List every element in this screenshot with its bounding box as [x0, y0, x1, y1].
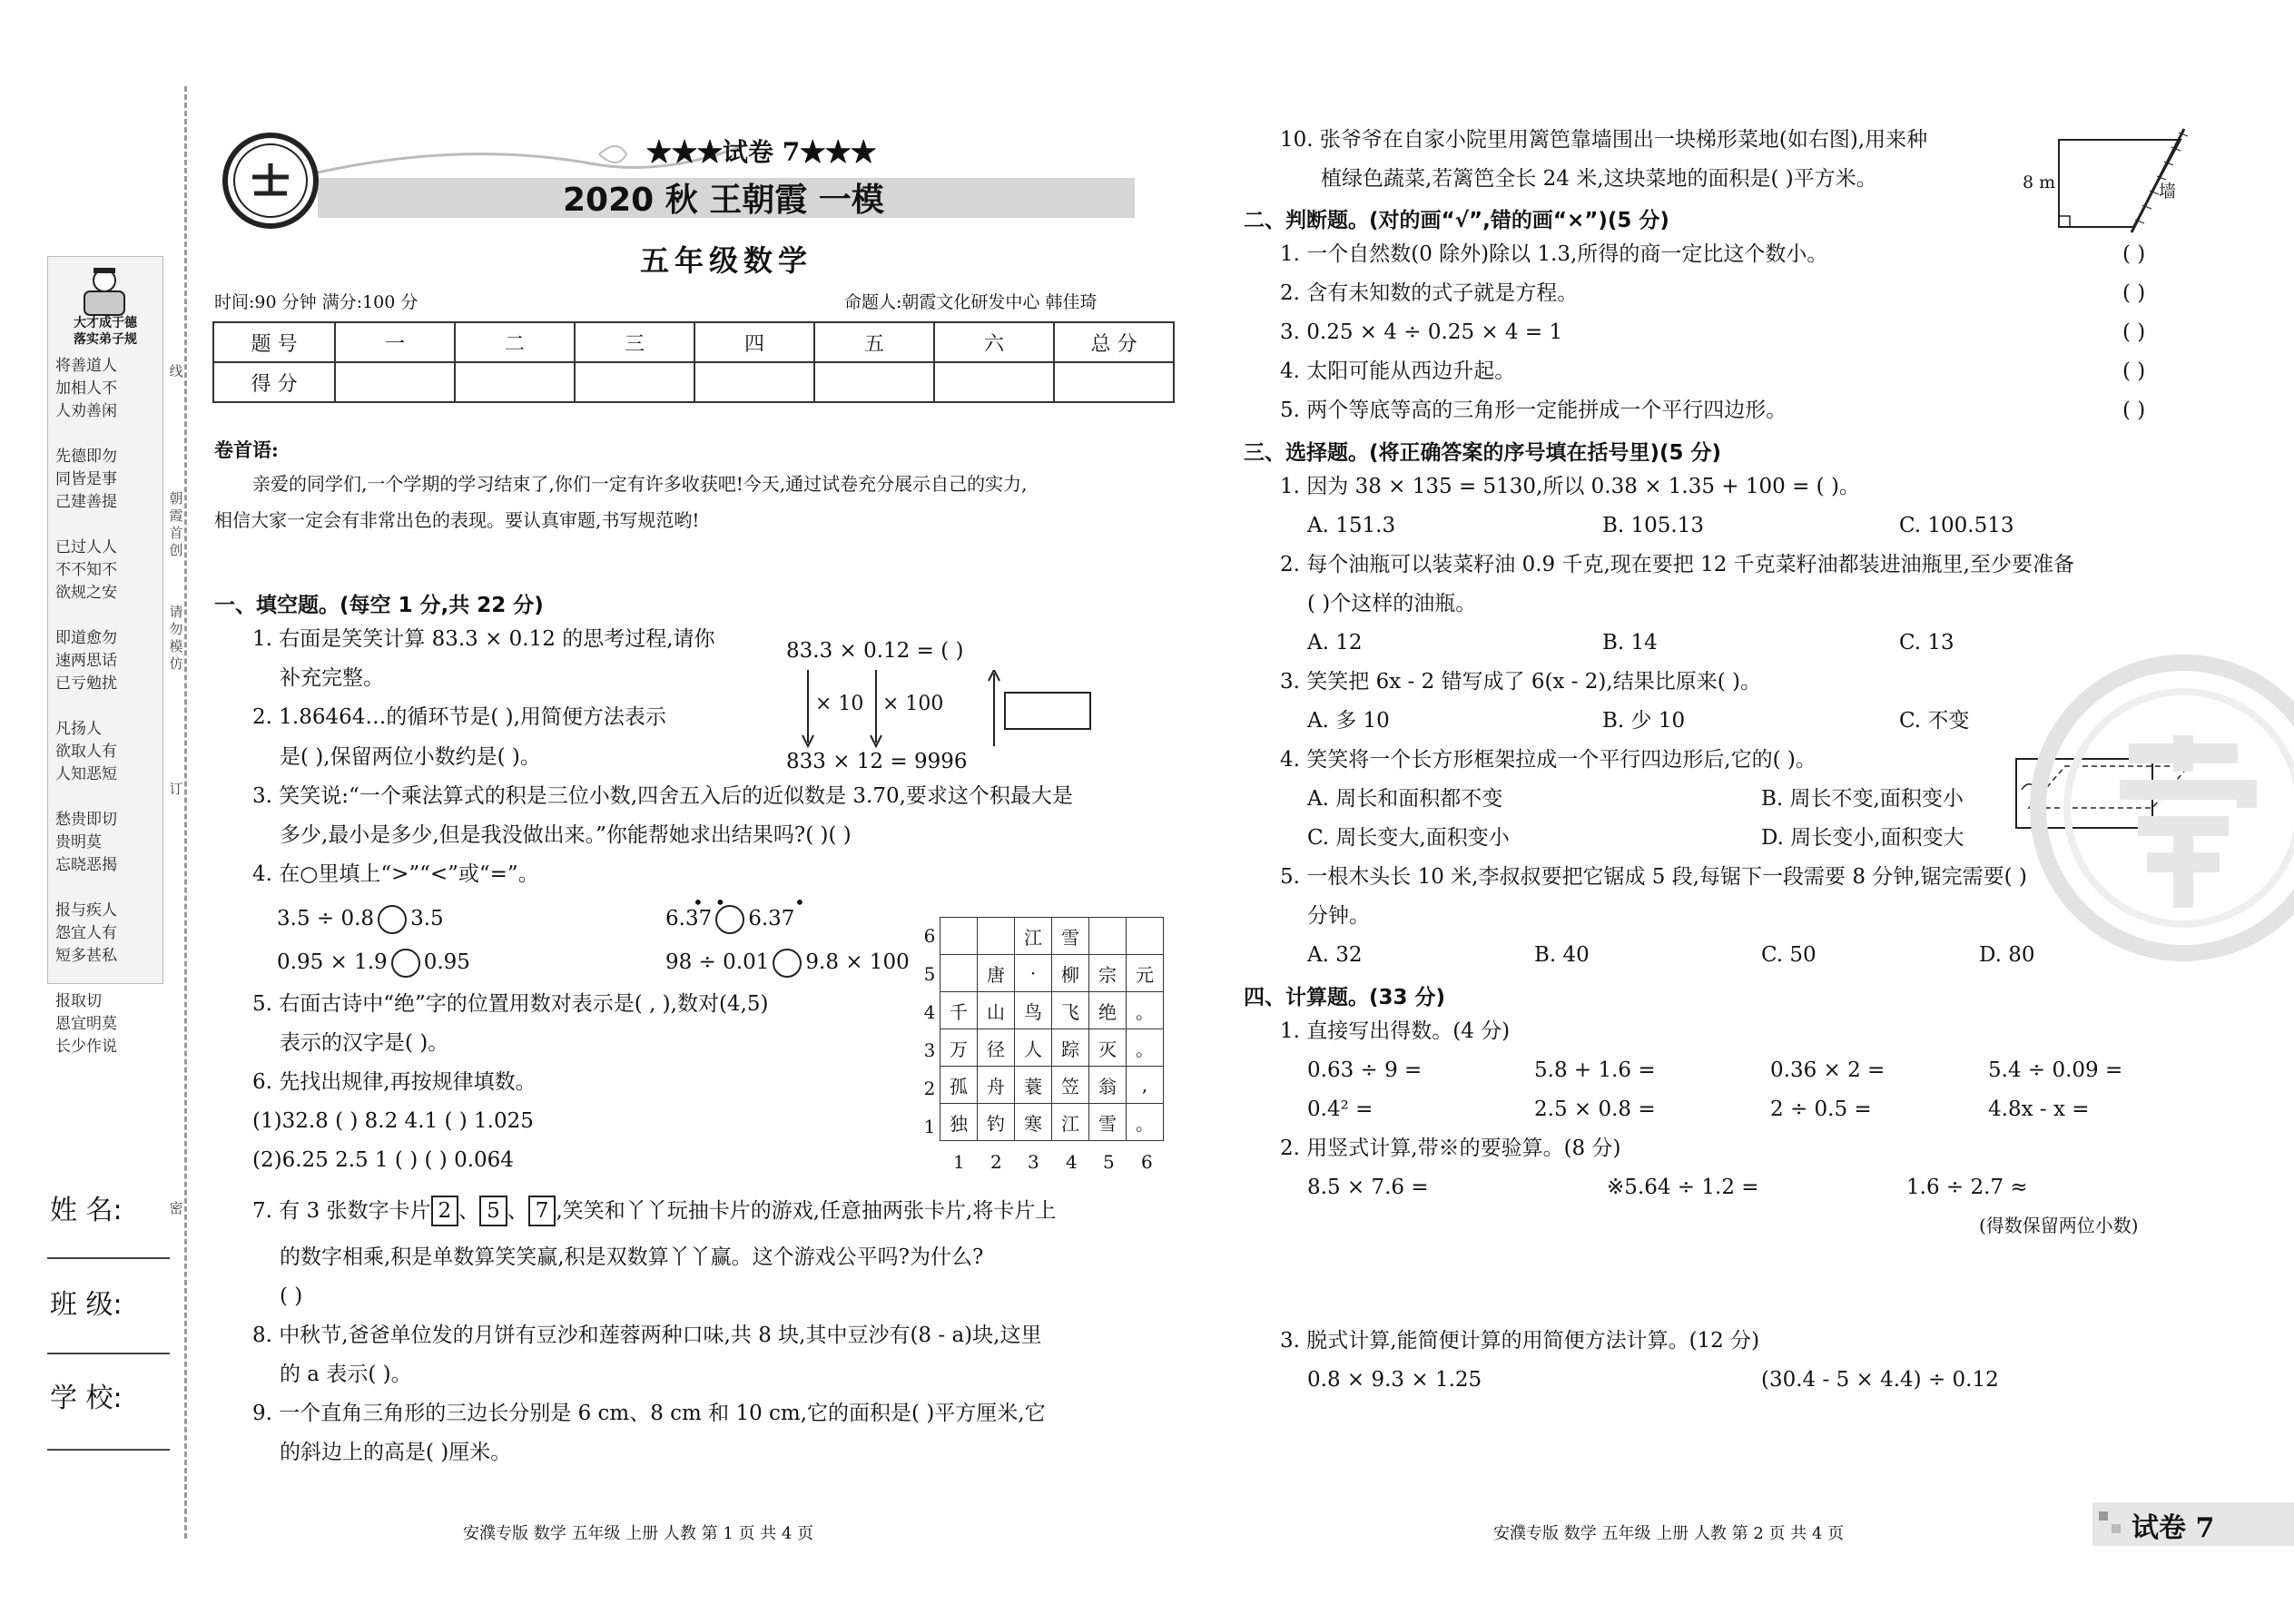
score-cell: 四	[694, 322, 814, 362]
question-8-cont: 的 a 表示( )。	[280, 1363, 412, 1386]
exam-tag: 试卷 7	[2132, 1512, 2215, 1544]
calc-item: 5.4 ÷ 0.09 =	[1988, 1058, 2123, 1082]
q7-text-pre: 7. 有 3 张数字卡片	[252, 1199, 431, 1223]
choice-2-b: B. 14	[1602, 631, 1658, 655]
choice-5-c: C. 50	[1761, 943, 1816, 967]
grid-cell: 人	[1015, 1029, 1052, 1067]
question-2-cont: 是( ),保留两位小数约是( )。	[280, 745, 541, 769]
score-input[interactable]	[335, 362, 455, 402]
choice-4-c: C. 周长变大,面积变小	[1307, 826, 1510, 850]
grid-y-label: 1	[923, 1116, 936, 1137]
choice-5-a: A. 32	[1307, 943, 1363, 967]
calc-item: 2.5 × 0.8 =	[1534, 1097, 1656, 1121]
grid-cell: 舟	[978, 1067, 1015, 1104]
grid-x-label: 3	[1028, 1151, 1039, 1173]
choice-3-b: B. 少 10	[1602, 709, 1686, 733]
judge-answer-3[interactable]: ( )	[2122, 320, 2146, 344]
score-value-row	[213, 362, 1174, 402]
publisher-logo-icon	[216, 123, 325, 231]
number-card: 5	[479, 1196, 507, 1226]
calc-3: 3. 脱式计算,能简便计算的用简便方法计算。(12 分)	[1280, 1329, 1760, 1353]
compare-circle[interactable]	[773, 949, 802, 978]
exam-meta-left: 时间:90 分钟 满分:100 分	[214, 292, 418, 312]
section-3-title: 三、选择题。(将正确答案的序号填在括号里)(5 分)	[1244, 441, 1722, 465]
grid-cell: 千	[940, 992, 978, 1029]
score-input[interactable]	[455, 362, 575, 402]
q1-equation-top: 83.3 × 0.12 = ( )	[786, 639, 964, 663]
score-cell: 得 分	[213, 362, 335, 402]
subject-title: 五年级数学	[640, 243, 813, 278]
tag-square-icon	[2112, 1524, 2121, 1533]
motto-title-2: 落实弟子规	[74, 332, 137, 347]
q4-item-b	[665, 905, 794, 934]
q4-item-c	[277, 949, 470, 978]
grid-cell: 雪	[1089, 1104, 1127, 1141]
grid-cell: 钓	[978, 1104, 1015, 1141]
grid-cell: 唐	[978, 955, 1015, 992]
question-7-cont: 的数字相乘,积是单数算笑笑赢,积是双数算丫丫赢。这个游戏公平吗?为什么?	[280, 1245, 984, 1269]
score-cell: 六	[934, 322, 1054, 362]
choice-4: 4. 笑笑将一个长方形框架拉成一个平行四边形后,它的( )。	[1280, 748, 1816, 772]
score-input[interactable]	[814, 362, 934, 402]
judge-2: 2. 含有未知数的式子就是方程。	[1280, 281, 1579, 305]
q4-b-left: 6.37	[665, 907, 713, 930]
grid-y-label: 6	[923, 925, 936, 947]
question-10: 10. 张爷爷在自家小院里用篱笆靠墙围出一块梯形菜地(如右图),用来种	[1280, 128, 1928, 152]
choice-4-a: A. 周长和面积都不变	[1307, 787, 1503, 811]
choice-5-cont: 分钟。	[1307, 904, 1370, 928]
question-3: 3. 笑笑说:“一个乘法算式的积是三位小数,四舍五入后的近似数是 3.70,要求这个积最大是	[252, 784, 1073, 808]
preface-title: 卷首语:	[214, 438, 279, 461]
grid-cell: 灭	[1089, 1029, 1127, 1067]
grid-cell	[940, 918, 978, 955]
choice-5-b: B. 40	[1534, 943, 1590, 967]
calc-item: 0.36 × 2 =	[1770, 1058, 1885, 1082]
repeating-dot: •	[794, 891, 805, 913]
choice-1-c: C. 100.513	[1899, 514, 2014, 537]
question-5-cont: 表示的汉字是( )。	[280, 1031, 449, 1055]
grid-cell: 江	[1015, 918, 1052, 955]
choice-2-a: A. 12	[1307, 631, 1363, 655]
score-cell: 一	[335, 322, 455, 362]
choice-1-b: B. 105.13	[1602, 514, 1705, 537]
question-6: 6. 先找出规律,再按规律填数。	[252, 1070, 537, 1094]
q4-d-right: 9.8 × 100	[805, 950, 910, 974]
grid-cell: 寒	[1015, 1104, 1052, 1141]
judge-4: 4. 太阳可能从西边升起。	[1280, 359, 1516, 383]
preface-line: 亲爱的同学们,一个学期的学习结束了,你们一定有许多收获吧!今天,通过试卷充分展示自己的实力,	[252, 473, 1028, 495]
grid-cell: ·	[1015, 955, 1052, 992]
grid-cell: 踪	[1052, 1029, 1089, 1067]
grid-cell: 雪	[1052, 918, 1089, 955]
question-4: 4. 在○里填上“>”“<”或“=”。	[252, 862, 539, 886]
class-label: 班 级:	[50, 1289, 123, 1321]
poem-grid	[940, 917, 1164, 1141]
grid-y-label: 4	[923, 1001, 936, 1023]
question-7-answer: ( )	[280, 1284, 303, 1308]
question-6-2: (2)6.25 2.5 1 ( ) ( ) 0.064	[252, 1148, 514, 1172]
choice-2-c: C. 13	[1899, 631, 1954, 655]
seal-mark-2: 订	[169, 781, 183, 797]
grid-cell: 。	[1127, 1104, 1164, 1141]
grid-x-label: 1	[953, 1151, 965, 1173]
q4-d-left: 98 ÷ 0.01	[665, 950, 770, 974]
choice-5: 5. 一根木头长 10 米,李叔叔要把它锯成 5 段,每锯下一段需要 8 分钟,锯完需要( )	[1280, 865, 2027, 889]
score-table	[212, 321, 1175, 403]
repeating-dots: • •	[693, 891, 726, 913]
section-1-title: 一、填空题。(每空 1 分,共 22 分)	[214, 594, 544, 617]
name-label: 姓 名:	[50, 1195, 123, 1226]
name-field[interactable]	[47, 1257, 170, 1259]
grid-cell: 。	[1127, 992, 1164, 1029]
q1-times-10: × 10	[815, 693, 864, 715]
figure-height-label: 8 m	[2023, 172, 2056, 192]
q1-times-100: × 100	[882, 693, 944, 715]
question-8: 8. 中秋节,爸爸单位发的月饼有豆沙和莲蓉两种口味,共 8 块,其中豆沙有(8 - a)块,这里	[252, 1324, 1042, 1347]
grid-cell: 飞	[1052, 992, 1089, 1029]
preface-line: 相信大家一定会有非常出色的表现。要认真审题,书写规范哟!	[214, 509, 700, 531]
number-card: 2	[431, 1196, 459, 1226]
grid-cell: ,	[1127, 1067, 1164, 1104]
score-cell: 题 号	[213, 322, 335, 362]
scholar-figure-icon	[68, 264, 141, 320]
choice-2: 2. 每个油瓶可以装菜籽油 0.9 千克,现在要把 12 千克菜籽油都装进油瓶里,至少要准备	[1280, 553, 2074, 576]
compare-circle[interactable]	[391, 949, 420, 978]
q4-c-left: 0.95 × 1.9	[277, 950, 388, 974]
question-3-cont: 多少,最小是多少,但是我没做出来。”你能帮她求出结果吗?( )( )	[280, 823, 852, 847]
school-field[interactable]	[47, 1449, 170, 1451]
grid-cell	[940, 955, 978, 992]
exam-meta-right: 命题人:朝霞文化研发中心 韩佳琦	[844, 292, 1098, 312]
choice-1: 1. 因为 38 × 135 = 5130,所以 0.38 × 1.35 + 100 = ( )。	[1280, 475, 1860, 498]
grid-cell: 独	[940, 1104, 978, 1141]
question-5: 5. 右面古诗中“绝”字的位置用数对表示是( , ),数对(4,5)	[252, 992, 769, 1016]
motto-panel	[47, 256, 163, 1056]
score-input[interactable]	[1054, 362, 1174, 402]
grid-x-label: 2	[990, 1151, 1002, 1173]
score-cell: 二	[455, 322, 575, 362]
question-6-1: (1)32.8 ( ) 8.2 4.1 ( ) 1.025	[252, 1109, 534, 1133]
grid-cell	[1089, 918, 1127, 955]
score-cell: 五	[814, 322, 934, 362]
q4-a-left: 3.5 ÷ 0.8	[277, 907, 375, 930]
calc-note: (得数保留两位小数)	[1979, 1215, 2139, 1236]
q7-text-post: ,笑笑和丫丫玩抽卡片的游戏,任意抽两张卡片,将卡片上	[556, 1199, 1057, 1223]
calc-item: 2 ÷ 0.5 =	[1770, 1097, 1872, 1121]
grid-cell: 宗	[1089, 955, 1127, 992]
judge-answer-4[interactable]: ( )	[2122, 359, 2146, 383]
question-9: 9. 一个直角三角形的三边长分别是 6 cm、8 cm 和 10 cm,它的面积是( )平方厘米,它	[252, 1402, 1046, 1425]
grid-cell: 元	[1127, 955, 1164, 992]
grid-cell	[978, 918, 1015, 955]
score-cell: 总 分	[1054, 322, 1174, 362]
grid-x-label: 5	[1103, 1151, 1115, 1173]
grid-cell: 径	[978, 1029, 1015, 1067]
q4-item-a	[277, 905, 444, 934]
grid-y-label: 3	[923, 1039, 936, 1061]
question-2: 2. 1.86464…的循环节是( ),用简便方法表示	[252, 705, 666, 729]
grid-x-label: 6	[1141, 1151, 1153, 1173]
choice-3-c: C. 不变	[1899, 709, 1970, 733]
choice-2-cont: ( )个这样的油瓶。	[1307, 592, 1477, 615]
class-field[interactable]	[47, 1353, 170, 1354]
exam-number: ★★★试卷 7★★★	[646, 137, 877, 167]
score-header-row	[213, 322, 1174, 362]
grid-cell: 。	[1127, 1029, 1164, 1067]
grid-x-label: 4	[1066, 1151, 1078, 1173]
judge-3: 3. 0.25 × 4 ÷ 0.25 × 4 = 1	[1280, 320, 1563, 344]
seal-mark-1: 线	[169, 363, 183, 379]
q4-a-right: 3.5	[410, 907, 444, 930]
grid-cell: 翁	[1089, 1067, 1127, 1104]
calc-item: 4.8x - x =	[1988, 1097, 2090, 1121]
score-cell: 三	[575, 322, 694, 362]
score-input[interactable]	[694, 362, 814, 402]
motto-title-1: 大才成于德	[74, 316, 137, 330]
calc-item: 1.6 ÷ 2.7 ≈	[1906, 1176, 2028, 1199]
calc-1: 1. 直接写出得数。(4 分)	[1280, 1019, 1511, 1043]
calc-2: 2. 用竖式计算,带※的要验算。(8 分)	[1280, 1137, 1621, 1160]
tag-square-icon	[2099, 1511, 2108, 1521]
motto-text: 将善道人 加相人不 人劝善闲 先德即勿 同皆是事 己建善提 已过人人 不不知不 欲规之安 即道愈勿 速两思话 已亏勉扰 凡扬人 欲取人有 人知恶短 愁贵即切 贵明莫 忘晓恶揭 报与疾人 怨宜人有 短多甚私 报取切 恩宜明莫 长少作说	[55, 357, 117, 1056]
grid-cell: 万	[940, 1029, 978, 1067]
calc-item: 0.8 × 9.3 × 1.25	[1307, 1368, 1482, 1392]
calc-item: 8.5 × 7.6 =	[1307, 1176, 1429, 1199]
grid-cell: 江	[1052, 1104, 1089, 1141]
question-1-cont: 补充完整。	[280, 666, 384, 690]
q4-b-right: 6.37	[748, 907, 795, 930]
grid-cell: 柳	[1052, 955, 1089, 992]
choice-1-a: A. 151.3	[1307, 514, 1396, 537]
judge-5: 5. 两个等底等高的三角形一定能拼成一个平行四边形。	[1280, 399, 1787, 422]
vertical-notice-2: 请勿模仿	[169, 604, 183, 672]
grid-cell: 山	[978, 992, 1015, 1029]
choice-4-b: B. 周长不变,面积变小	[1761, 787, 1964, 811]
calc-item: 0.63 ÷ 9 =	[1307, 1058, 1423, 1082]
choice-3: 3. 笑笑把 6x - 2 错写成了 6(x - 2),结果比原来( )。	[1280, 670, 1761, 694]
calc-item: (30.4 - 5 × 4.4) ÷ 0.12	[1761, 1368, 1999, 1392]
question-1: 1. 右面是笑笑计算 83.3 × 0.12 的思考过程,请你	[252, 627, 715, 651]
q1-equation-bottom: 833 × 12 = 9996	[786, 750, 968, 773]
judge-answer-5[interactable]: ( )	[2122, 399, 2146, 422]
compare-circle[interactable]	[378, 905, 407, 934]
question-9-cont: 的斜边上的高是( )厘米。	[280, 1441, 512, 1464]
judge-answer-2[interactable]: ( )	[2122, 281, 2146, 305]
cut-line	[184, 86, 187, 1539]
question-7: 7. 有 3 张数字卡片 2 、 5 、 7 ,笑笑和丫丫玩抽卡片的游戏,任意抽两张卡片,将卡片上	[252, 1196, 1056, 1226]
grid-cell: 鸟	[1015, 992, 1052, 1029]
grid-cell: 绝	[1089, 992, 1127, 1029]
seal-mark-3: 密	[169, 1200, 183, 1216]
grid-cell: 孤	[940, 1067, 978, 1104]
q4-c-right: 0.95	[423, 950, 470, 974]
judge-answer-1[interactable]: ( )	[2122, 242, 2146, 266]
vertical-notice-1: 朝霞首创	[169, 490, 183, 558]
figure-wall-label: 墙	[2159, 182, 2177, 202]
calc-item: 0.4² =	[1307, 1097, 1373, 1121]
q4-item-d	[665, 949, 910, 978]
choice-5-d: D. 80	[1979, 943, 2035, 967]
grid-cell: 笠	[1052, 1067, 1089, 1104]
question-10-cont: 植绿色蔬菜,若篱笆全长 24 米,这块菜地的面积是( )平方米。	[1321, 167, 1877, 191]
q1-answer-box[interactable]	[1004, 692, 1091, 730]
score-input[interactable]	[934, 362, 1054, 402]
grid-cell	[1127, 918, 1164, 955]
page-footer-right: 安濮专版 数学 五年级 上册 人教 第 2 页 共 4 页	[1493, 1524, 1845, 1543]
section-4-title: 四、计算题。(33 分)	[1244, 986, 1446, 1009]
calc-item: 5.8 + 1.6 =	[1534, 1058, 1656, 1082]
grid-cell: 蓑	[1015, 1067, 1052, 1104]
school-label: 学 校:	[50, 1383, 123, 1414]
page-footer-left: 安濮专版 数学 五年级 上册 人教 第 1 页 共 4 页	[463, 1524, 814, 1543]
number-card: 7	[528, 1196, 556, 1226]
judge-1: 1. 一个自然数(0 除外)除以 1.3,所得的商一定比这个数小。	[1280, 242, 1828, 266]
grid-y-label: 2	[923, 1078, 936, 1099]
score-input[interactable]	[575, 362, 694, 402]
calc-item: ※5.64 ÷ 1.2 =	[1607, 1176, 1759, 1199]
exam-title: 2020 秋 王朝霞 一模	[563, 182, 884, 219]
choice-4-d: D. 周长变小,面积变大	[1761, 826, 1964, 850]
choice-3-a: A. 多 10	[1307, 709, 1390, 733]
grid-y-label: 5	[923, 963, 936, 985]
section-2-title: 二、判断题。(对的画“√”,错的画“×”)(5 分)	[1244, 209, 1669, 232]
secret-watermark-icon	[2029, 654, 2294, 962]
